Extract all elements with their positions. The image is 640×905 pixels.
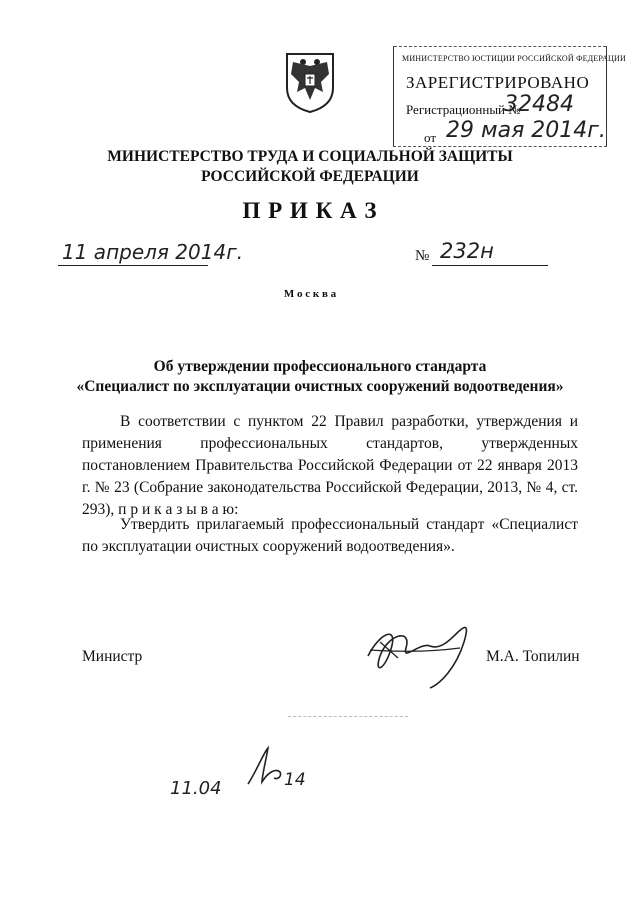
order-number-underline — [432, 265, 548, 266]
stamp-regnum-label: Регистрационный № — [406, 102, 521, 117]
bottom-note-date: 11.04 — [170, 778, 222, 799]
document-type: П Р И К А З — [242, 198, 378, 223]
order-title-line-1: Об утверждении профессионального стандарта — [153, 358, 487, 375]
signatory-name: М.А. Топилин — [486, 648, 580, 665]
order-number: 232н — [440, 239, 494, 263]
handwritten-signature — [360, 612, 480, 692]
ministry-heading — [100, 147, 520, 187]
body-paragraph-2: Утвердить прилагаемый профессиональный стандарт «Специалист по эксплуатации очистных сооружений водоотведения». — [82, 516, 578, 555]
stamp-regnum-value: 32484 — [504, 92, 574, 117]
city: М о с к в а — [283, 288, 337, 300]
order-title-line-2: «Специалист по эксплуатации очистных сооружений водоотведения» — [76, 378, 564, 395]
faint-divider — [288, 716, 408, 717]
ministry-line-1: МИНИСТЕРСТВО ТРУДА И СОЦИАЛЬНОЙ ЗАЩИТЫ — [107, 148, 513, 165]
stamp-ministry-text: МИНИСТЕРСТВО ЮСТИЦИИ РОССИЙСКОЙ ФЕДЕРАЦИИ — [402, 54, 626, 63]
order-title — [60, 357, 580, 397]
body-paragraph-1: В соответствии с пунктом 22 Правил разработки, утверждения и применения профессиональных стандартов, утвержденных постановлением Правительства Российской Федерации от 22 января 2013 г. № 23 (Собрание законодательства Российской Федерации, 2013, № 4, ст. 293), п р и к а з ы в а ю: — [82, 413, 578, 518]
signatory-position: Министр — [82, 648, 143, 665]
bottom-note-mark: 14 — [284, 770, 306, 790]
stamp-date-value: 29 мая 2014г. — [446, 118, 606, 143]
order-date: 11 апреля 2014г. — [62, 240, 244, 264]
stamp-registered-text: ЗАРЕГИСТРИРОВАНО — [406, 73, 590, 92]
ministry-line-2: РОССИЙСКОЙ ФЕДЕРАЦИИ — [201, 168, 419, 185]
stamp-date-prefix: от — [424, 130, 437, 145]
order-date-underline — [58, 265, 208, 266]
coat-of-arms-icon — [283, 48, 337, 114]
order-number-label: № — [415, 248, 430, 264]
registration-stamp — [393, 46, 626, 147]
